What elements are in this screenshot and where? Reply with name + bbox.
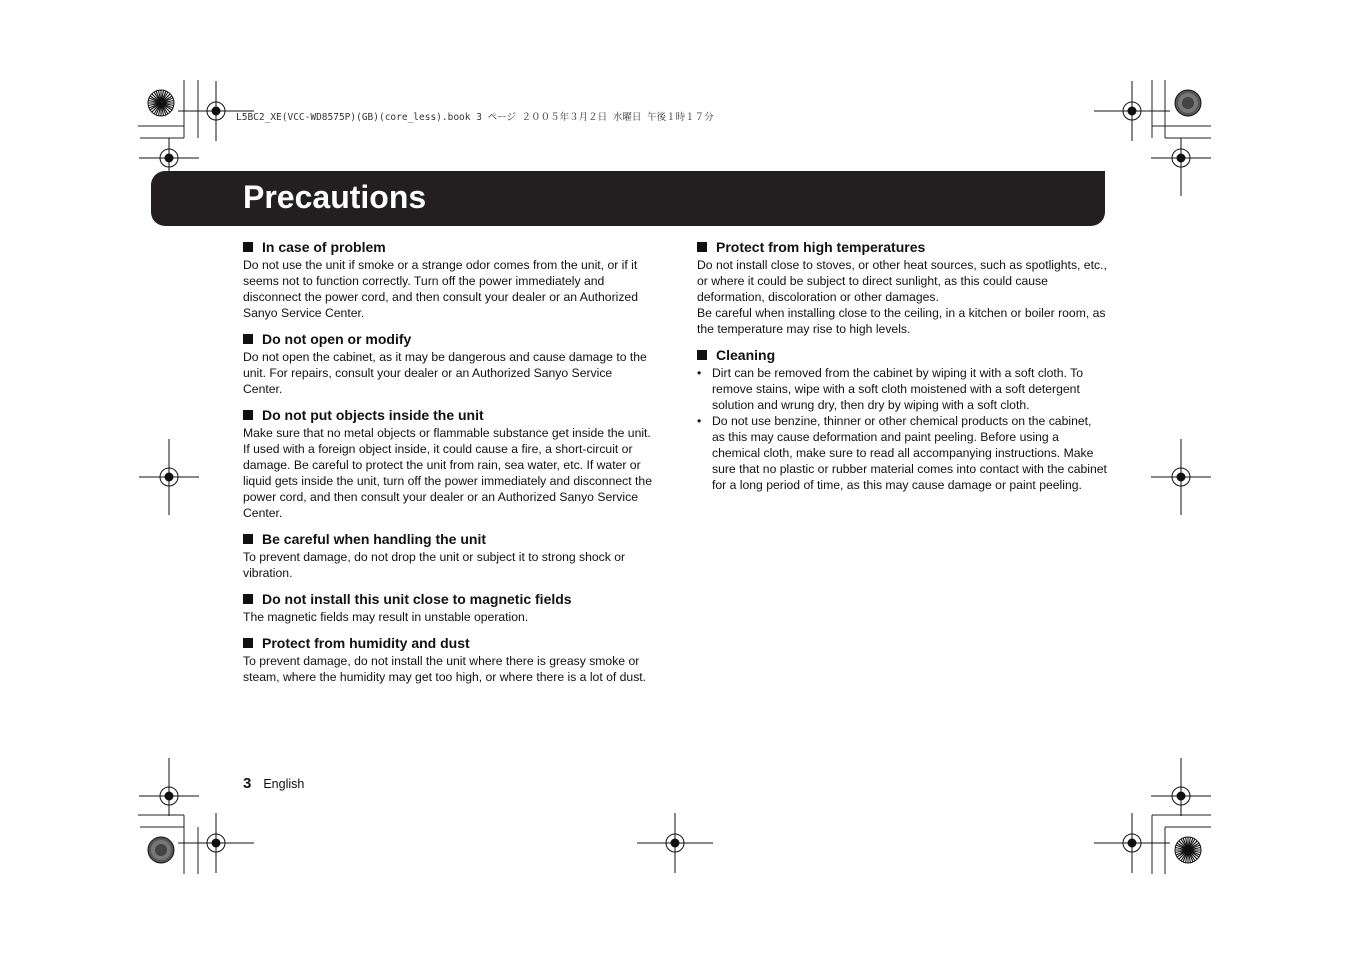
page-footer (243, 775, 304, 792)
page-title: Precautions (243, 179, 427, 215)
section-body: Be careful when installing close to the ceiling, in a kitchen or boiler room, as the temperature may rise to high levels. (697, 306, 1106, 336)
registration-target (139, 439, 199, 515)
registration-target (1151, 439, 1211, 515)
registration-target (1094, 813, 1170, 873)
section-heading: Do not install this unit close to magnetic fields (243, 590, 653, 608)
section-magnetic-fields (243, 590, 653, 625)
section-careful-handling (243, 530, 653, 581)
square-bullet-icon (243, 594, 253, 604)
starburst-target (148, 90, 174, 116)
square-bullet-icon (697, 242, 707, 252)
page-number: 3 (243, 775, 252, 792)
starburst-target (148, 837, 174, 863)
section-cleaning (697, 346, 1107, 493)
square-bullet-icon (243, 334, 253, 344)
section-high-temperatures (697, 238, 1107, 337)
bullet-icon: • (697, 366, 702, 380)
language-label: English (263, 777, 305, 791)
registration-target (1151, 138, 1211, 196)
section-heading: Cleaning (697, 346, 1107, 364)
registration-target (637, 813, 713, 873)
title-bar (151, 171, 1105, 226)
cleaning-list (697, 365, 1107, 493)
section-heading: Do not open or modify (243, 330, 653, 348)
section-humidity-dust (243, 634, 653, 685)
section-heading: Do not put objects inside the unit (243, 406, 653, 424)
bullet-icon: • (697, 414, 702, 428)
section-heading: Protect from high temperatures (697, 238, 1107, 256)
square-bullet-icon (243, 638, 253, 648)
section-body: Do not use the unit if smoke or a strange odor comes from the unit, or if it seems not to function correctly. Turn off the power immediately and disconnect the power cord, and then consult your dealer or an Authorized Sanyo Service Center. (243, 258, 638, 320)
list-item: • Dirt can be removed from the cabinet by wiping it with a soft cloth. To remove stains, wipe with a soft cloth moistened with a soft detergent solution and wrung dry, then dry by wiping with a soft cloth. (697, 366, 1083, 412)
registration-target (139, 758, 199, 816)
section-heading: In case of problem (243, 238, 653, 256)
list-item: • Do not use benzine, thinner or other chemical products on the cabinet, as this may cause deformation and paint peeling. Before using a chemical cloth, make sure to read all accompanying instructions. Make sure that no plastic or rubber material comes into contact with the cabinet for a long period of time, as this may cause damage or paint peeling. (697, 414, 1107, 492)
section-body: To prevent damage, do not drop the unit or subject it to strong shock or vibration. (243, 550, 626, 580)
section-in-case-of-problem (243, 238, 653, 321)
square-bullet-icon (697, 350, 707, 360)
section-body: Do not install close to stoves, or other heat sources, such as spotlights, etc., or where it could be subject to direct sunlight, as this could cause deformation, discoloration or other damages. (697, 258, 1107, 304)
section-body: Make sure that no metal objects or flammable substance get inside the unit. If used with a foreign object inside, it could cause a fire, a short-circuit or damage. Be careful to protect the unit from rain, sea water, etc. If water or liquid gets inside the unit, turn off the power immediately and disconnect the power cord, and then consult your dealer or an Authorized Sanyo Service Center. (243, 426, 652, 520)
starburst-target (1175, 90, 1201, 116)
right-column (697, 238, 1107, 502)
square-bullet-icon (243, 410, 253, 420)
registration-target (1094, 81, 1170, 141)
section-body: Do not open the cabinet, as it may be dangerous and cause damage to the unit. For repairs, consult your dealer or an Authorized Sanyo Service Center. (243, 350, 647, 396)
section-do-not-open (243, 330, 653, 397)
section-body: The magnetic fields may result in unstable operation. (243, 610, 529, 624)
section-heading: Protect from humidity and dust (243, 634, 653, 652)
section-body: To prevent damage, do not install the unit where there is greasy smoke or steam, where the humidity may get too high, or where there is a lot of dust. (243, 654, 647, 684)
left-column (243, 238, 653, 694)
starburst-target (1175, 837, 1201, 863)
registration-target (178, 813, 254, 873)
registration-target (1151, 758, 1211, 816)
square-bullet-icon (243, 534, 253, 544)
section-no-objects-inside (243, 406, 653, 521)
section-heading: Be careful when handling the unit (243, 530, 653, 548)
print-header: L5BC2_XE(VCC-WD8575P)(GB)(core_less).book 3 ページ ２００５年３月２日 水曜日 午後１時１７分 (236, 112, 714, 123)
square-bullet-icon (243, 242, 253, 252)
